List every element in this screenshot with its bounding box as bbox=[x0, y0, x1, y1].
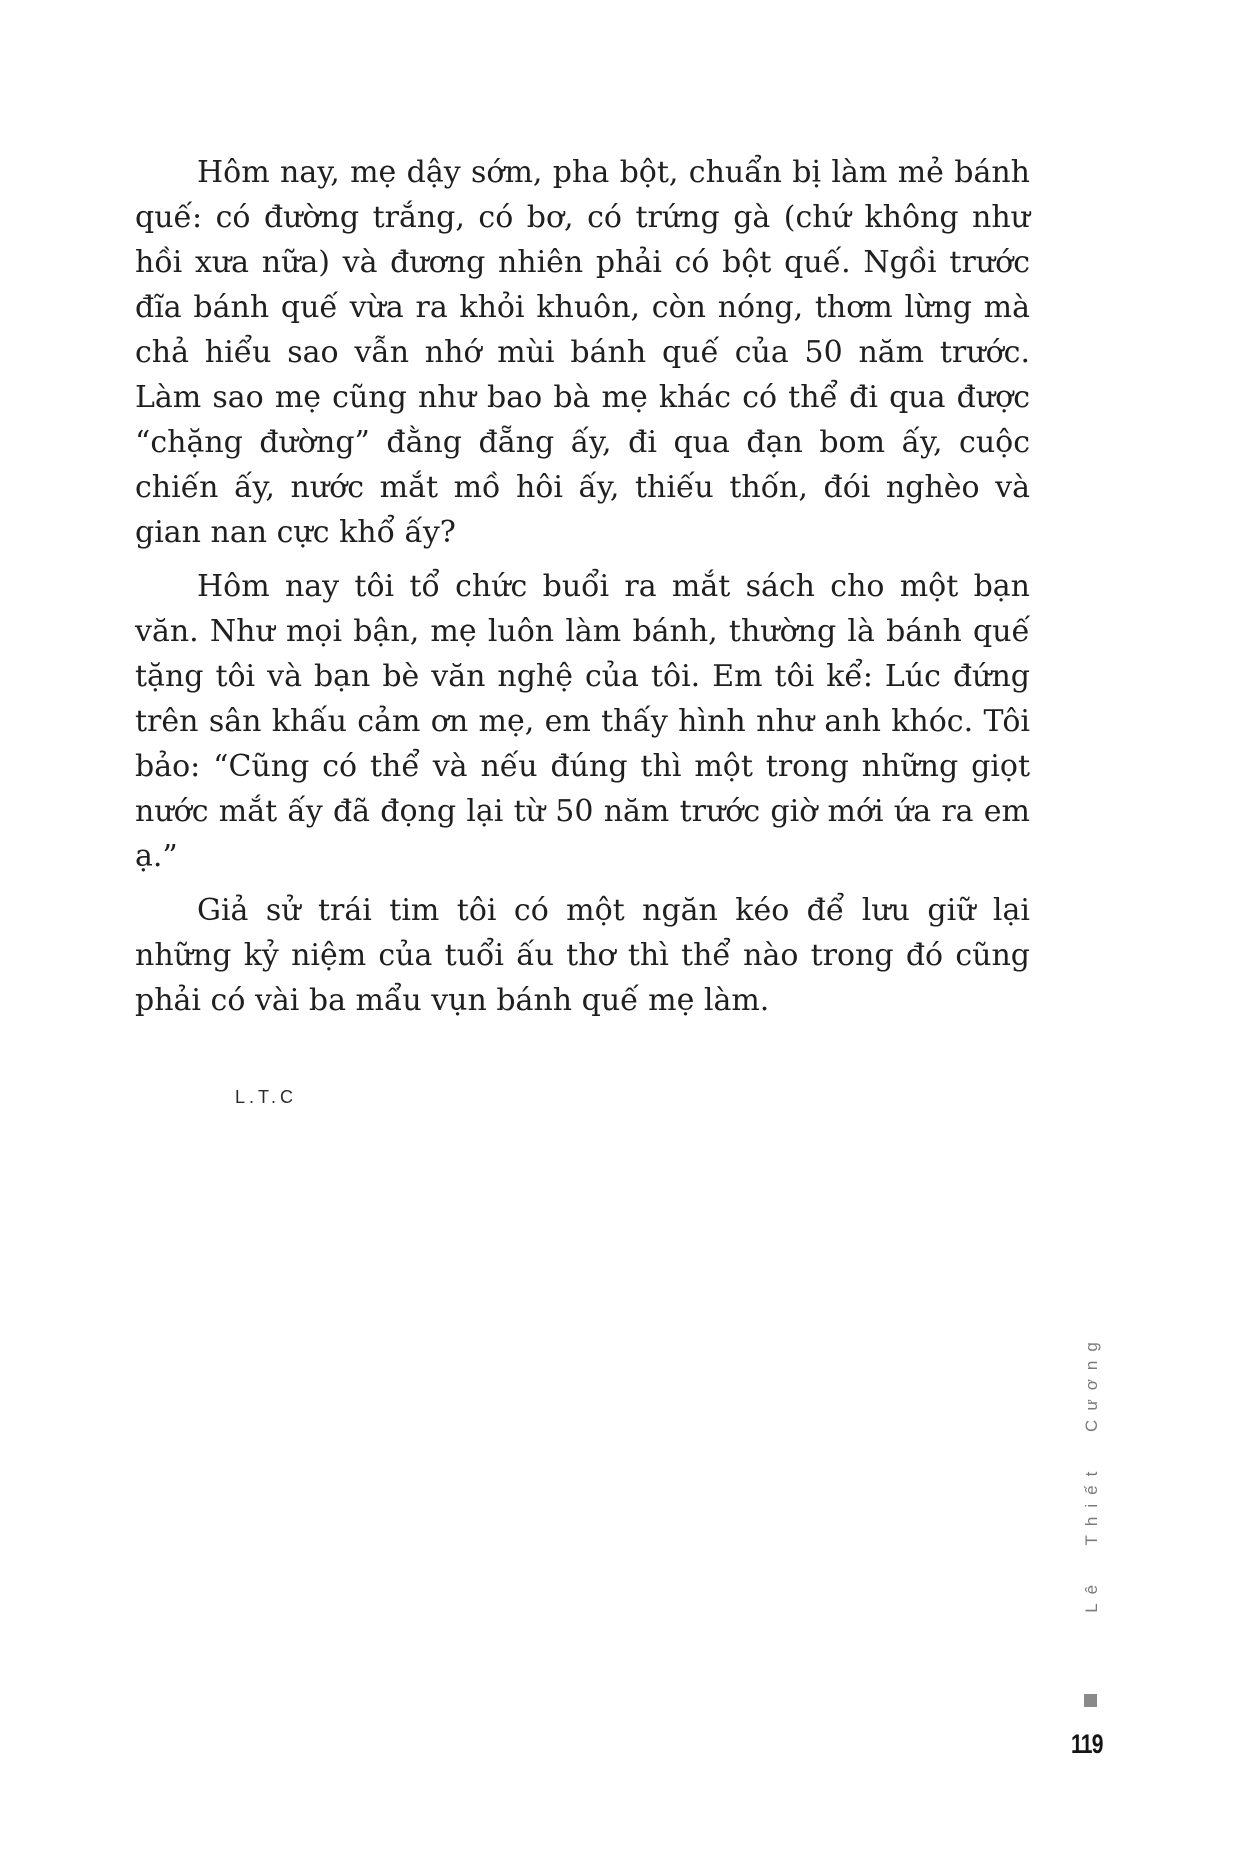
paragraph: Giả sử trái tim tôi có một ngăn kéo để lưu giữ lại những kỷ niệm của tuổi ấu thơ thì thể nào trong đó cũng phải có vài ba mẩu vụn bánh quế mẹ làm. bbox=[135, 893, 1030, 1018]
page-number: 119 bbox=[1071, 1729, 1103, 1759]
sidebar-author-name: Lê Thiết Cương bbox=[1082, 1333, 1101, 1613]
paragraph: Hôm nay tôi tổ chức buổi ra mắt sách cho một bạn văn. Như mọi bận, mẹ luôn làm bánh, thường là bánh quế tặng tôi và bạn bè văn nghệ của tôi. Em tôi kể: Lúc đứng trên sân khấu cảm ơn mẹ, em thấy hình như anh khóc. Tôi bảo: “Cũng có thể và nếu đúng thì một trong những giọt nước mắt ấy đã đọng lại từ 50 năm trước giờ mới ứa ra em ạ.” bbox=[135, 569, 1030, 874]
paragraph: Hôm nay, mẹ dậy sớm, pha bột, chuẩn bị làm mẻ bánh quế: có đường trắng, có bơ, có trứng gà (chứ không như hồi xưa nữa) và đương nhiên phải có bột quế. Ngồi trước đĩa bánh quế vừa ra khỏi khuôn, còn nóng, thơm lừng mà chả hiểu sao vẫn nhớ mùi bánh quế của 50 năm trước. Làm sao mẹ cũng như bao bà mẹ khác có thể đi qua được “chặng đường” đằng đẵng ấy, đi qua đạn bom ấy, cuộc chiến ấy, nước mắt mồ hôi ấy, thiếu thốn, đói nghèo và gian nan cực khổ ấy? bbox=[135, 155, 1030, 550]
section-marker-square bbox=[1084, 1694, 1097, 1707]
body-text bbox=[135, 150, 1030, 1120]
author-initials: L.T.C bbox=[235, 1087, 298, 1107]
